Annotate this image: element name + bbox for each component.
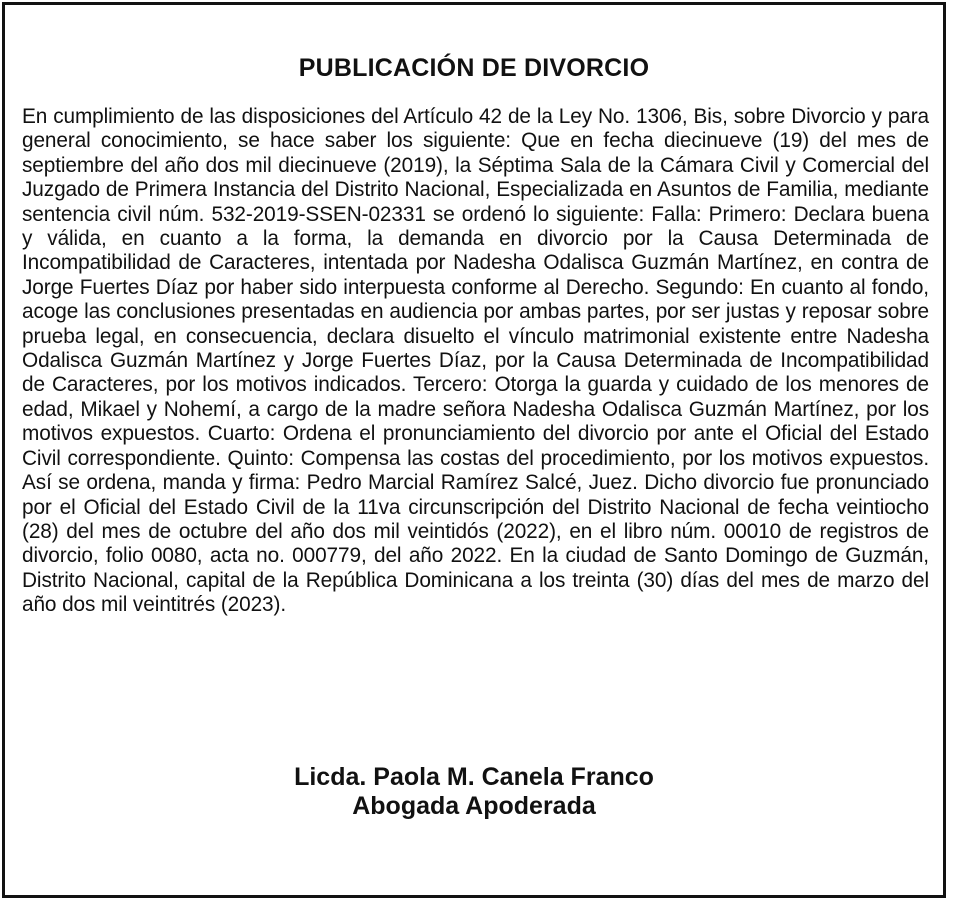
signature-block	[5, 763, 943, 821]
notice-body: En cumplimiento de las disposiciones del Artículo 42 de la Ley No. 1306, Bis, sobre Divorcio y para general conocimiento, se hace saber los siguiente: Que en fecha diecinueve (19) del mes de septiembre del año dos mil diecinueve (2019), la Séptima Sala de la Cámara Civil y Comercial del Juzgado de Primera Instancia del Distrito Nacional, Especializada en Asuntos de Familia, mediante sentencia civil núm. 532-2019-SSEN-02331 se ordenó lo siguiente: Falla: Primero: Declara buena y válida, en cuanto a la forma, la demanda en divorcio por la Causa Determinada de Incompatibilidad de Caracteres, intentada por Nadesha Odalisca Guzmán Martínez, en contra de Jorge Fuertes Díaz por haber sido interpuesta conforme al Derecho. Segundo: En cuanto al fondo, acoge las conclusiones presentadas en audiencia por ambas partes, por ser justas y reposar sobre prueba legal, en consecuencia, declara disuelto el vínculo matrimonial existente entre Nadesha Odalisca Guzmán Martínez y Jorge Fuertes Díaz, por la Causa Determinada de Incompatibilidad de Caracteres, por los motivos indicados. Tercero: Otorga la guarda y cuidado de los menores de edad, Mikael y Nohemí, a cargo de la madre señora Nadesha Odalisca Guzmán Martínez, por los motivos expuestos. Cuarto: Ordena el pronunciamiento del divorcio por ante el Oficial del Estado Civil correspondiente. Quinto: Compensa las costas del procedimiento, por los motivos expuestos. Así se ordena, manda y firma: Pedro Marcial Ramírez Salcé, Juez. Dicho divorcio fue pronunciado por el Oficial del Estado Civil de la 11va circunscripción del Distrito Nacional de fecha veintiocho (28) del mes de octubre del año dos mil veintidós (2022), en el libro núm. 00010 de registros de divorcio, folio 0080, acta no. 000779, del año 2022. En la ciudad de Santo Domingo de Guzmán, Distrito Nacional, capital de la República Dominicana a los treinta (30) días del mes de marzo del año dos mil veintitrés (2023).	[22, 105, 929, 617]
signature-role: Abogada Apoderada	[352, 792, 596, 820]
divorce-notice	[2, 2, 946, 898]
notice-title: PUBLICACIÓN DE DIVORCIO	[298, 54, 650, 82]
signature-name: Licda. Paola M. Canela Franco	[294, 763, 654, 791]
